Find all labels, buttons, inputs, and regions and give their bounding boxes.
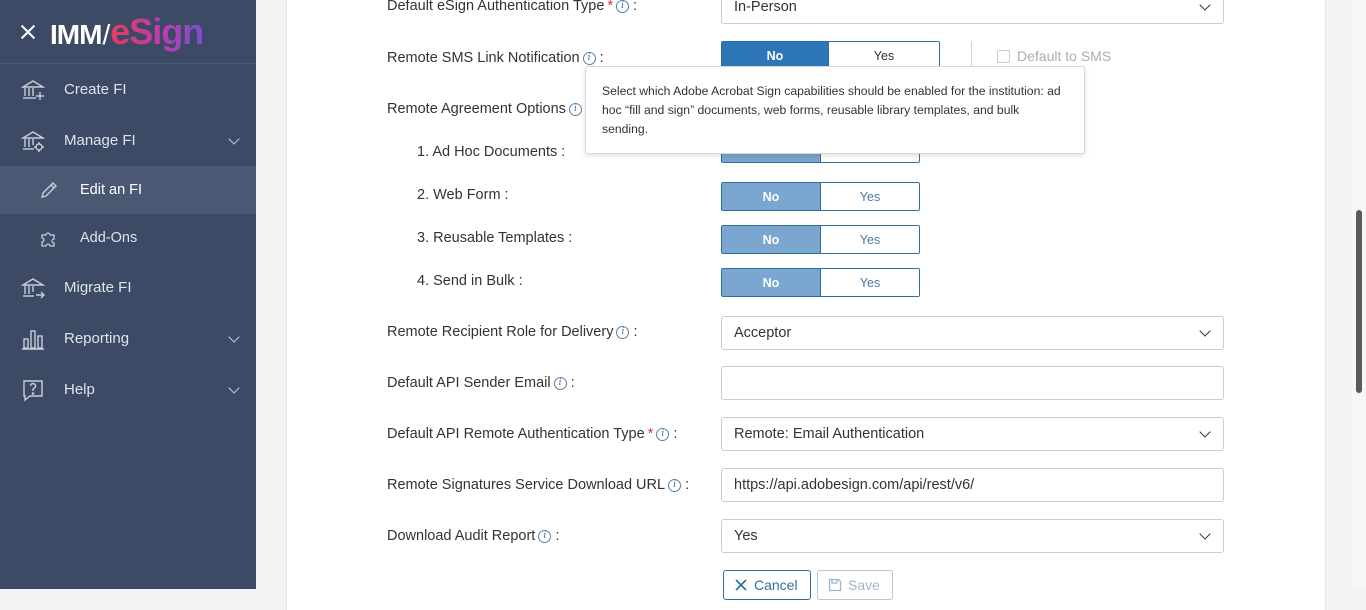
option-templates-label: 3. Reusable Templates : bbox=[417, 230, 573, 246]
recipient-role-label: Remote Recipient Role for Delivery i : bbox=[387, 324, 638, 340]
sidebar-item-migrate-fi[interactable] bbox=[0, 262, 256, 313]
scrollbar-thumb[interactable] bbox=[1356, 210, 1362, 393]
cancel-button[interactable]: Cancel bbox=[723, 570, 811, 600]
audit-report-select[interactable]: Yes bbox=[721, 519, 1224, 553]
required-mark: * bbox=[607, 0, 614, 14]
bank-arrow-icon bbox=[20, 275, 46, 301]
bank-gear-icon bbox=[20, 128, 46, 154]
sms-yes-button[interactable]: Yes bbox=[829, 42, 939, 69]
bulk-yes-button[interactable]: Yes bbox=[821, 269, 919, 296]
sms-link-label: Remote SMS Link Notification i : bbox=[387, 50, 604, 66]
info-icon[interactable]: i bbox=[554, 377, 567, 390]
default-sms-checkbox[interactable]: Default to SMS bbox=[997, 48, 1111, 64]
close-icon bbox=[734, 578, 748, 592]
api-remote-auth-label: Default API Remote Authentication Type * i : bbox=[387, 426, 678, 442]
sidebar-item-label: Reporting bbox=[64, 330, 130, 347]
app-logo: IMM / eSign bbox=[50, 10, 204, 52]
sidebar-item-create-fi[interactable] bbox=[0, 64, 256, 115]
bulk-no-button[interactable]: No bbox=[722, 269, 821, 296]
help-bubble-icon bbox=[20, 377, 46, 403]
save-button[interactable]: Save bbox=[817, 570, 893, 600]
info-icon[interactable]: i bbox=[538, 530, 551, 543]
close-icon[interactable] bbox=[18, 22, 38, 42]
chevron-down-icon bbox=[228, 331, 239, 342]
option-bulk-label: 4. Send in Bulk : bbox=[417, 273, 523, 289]
required-mark: * bbox=[647, 426, 654, 442]
chevron-down-icon bbox=[1199, 0, 1210, 11]
api-sender-label: Default API Sender Email i : bbox=[387, 375, 575, 391]
esign-auth-select[interactable]: In-Person bbox=[721, 0, 1224, 24]
sidebar-item-help[interactable] bbox=[0, 364, 256, 415]
checkbox-box[interactable] bbox=[997, 50, 1010, 63]
info-icon[interactable]: i bbox=[569, 103, 582, 116]
sms-no-button[interactable]: No bbox=[722, 42, 829, 69]
sidebar-item-edit-an-fi[interactable] bbox=[0, 166, 256, 214]
web-form-toggle bbox=[721, 182, 920, 211]
sidebar-item-label: Create FI bbox=[64, 81, 127, 98]
sidebar bbox=[0, 0, 256, 589]
sidebar-item-label: Help bbox=[64, 381, 95, 398]
web-form-no-button[interactable]: No bbox=[722, 183, 821, 210]
api-sender-input[interactable] bbox=[721, 366, 1224, 400]
info-icon[interactable]: i bbox=[583, 52, 596, 65]
templates-no-button[interactable]: No bbox=[722, 226, 821, 253]
info-icon[interactable]: i bbox=[616, 326, 629, 339]
sidebar-item-manage-fi[interactable] bbox=[0, 115, 256, 166]
info-icon[interactable]: i bbox=[616, 0, 629, 13]
sidebar-item-label: Edit an FI bbox=[80, 182, 143, 198]
save-icon bbox=[828, 578, 842, 592]
page-scrollbar[interactable] bbox=[1352, 0, 1366, 589]
option-web-form-label: 2. Web Form : bbox=[417, 187, 509, 203]
chevron-down-icon bbox=[228, 382, 239, 393]
divider bbox=[971, 41, 972, 69]
download-url-input[interactable]: https://api.adobesign.com/api/rest/v6/ bbox=[721, 468, 1224, 502]
sidebar-item-reporting[interactable] bbox=[0, 313, 256, 364]
api-remote-auth-select[interactable]: Remote: Email Authentication bbox=[721, 417, 1224, 451]
sidebar-item-label: Add-Ons bbox=[80, 230, 138, 246]
chevron-down-icon bbox=[1199, 528, 1210, 539]
chevron-down-icon bbox=[228, 133, 239, 144]
option-ad-hoc-label: 1. Ad Hoc Documents : bbox=[417, 144, 566, 160]
templates-toggle bbox=[721, 225, 920, 254]
brand-bar bbox=[0, 0, 256, 64]
agreement-options-label: Remote Agreement Options i bbox=[387, 101, 582, 117]
templates-yes-button[interactable]: Yes bbox=[821, 226, 919, 253]
sidebar-item-add-ons[interactable] bbox=[0, 214, 256, 262]
sidebar-item-label: Manage FI bbox=[64, 132, 136, 149]
chevron-down-icon bbox=[1199, 325, 1210, 336]
sidebar-item-label: Migrate FI bbox=[64, 279, 132, 296]
bank-plus-icon bbox=[20, 77, 46, 103]
chevron-down-icon bbox=[1199, 426, 1210, 437]
info-icon[interactable]: i bbox=[656, 428, 669, 441]
pencil-icon bbox=[38, 179, 60, 201]
agreement-options-tooltip: Select which Adobe Acrobat Sign capabilities should be enabled for the institution: ad hoc “fill and sign” documents, web forms, reusable library templates, and bulk sending. bbox=[585, 66, 1085, 154]
bar-chart-icon bbox=[20, 326, 46, 352]
audit-report-label: Download Audit Report i : bbox=[387, 528, 560, 544]
info-icon[interactable]: i bbox=[668, 479, 681, 492]
puzzle-icon bbox=[38, 227, 60, 249]
bulk-toggle bbox=[721, 268, 920, 297]
esign-auth-label: Default eSign Authentication Type * i : bbox=[387, 0, 638, 14]
download-url-label: Remote Signatures Service Download URL i : bbox=[387, 477, 690, 493]
web-form-yes-button[interactable]: Yes bbox=[821, 183, 919, 210]
recipient-role-select[interactable]: Acceptor bbox=[721, 316, 1224, 350]
